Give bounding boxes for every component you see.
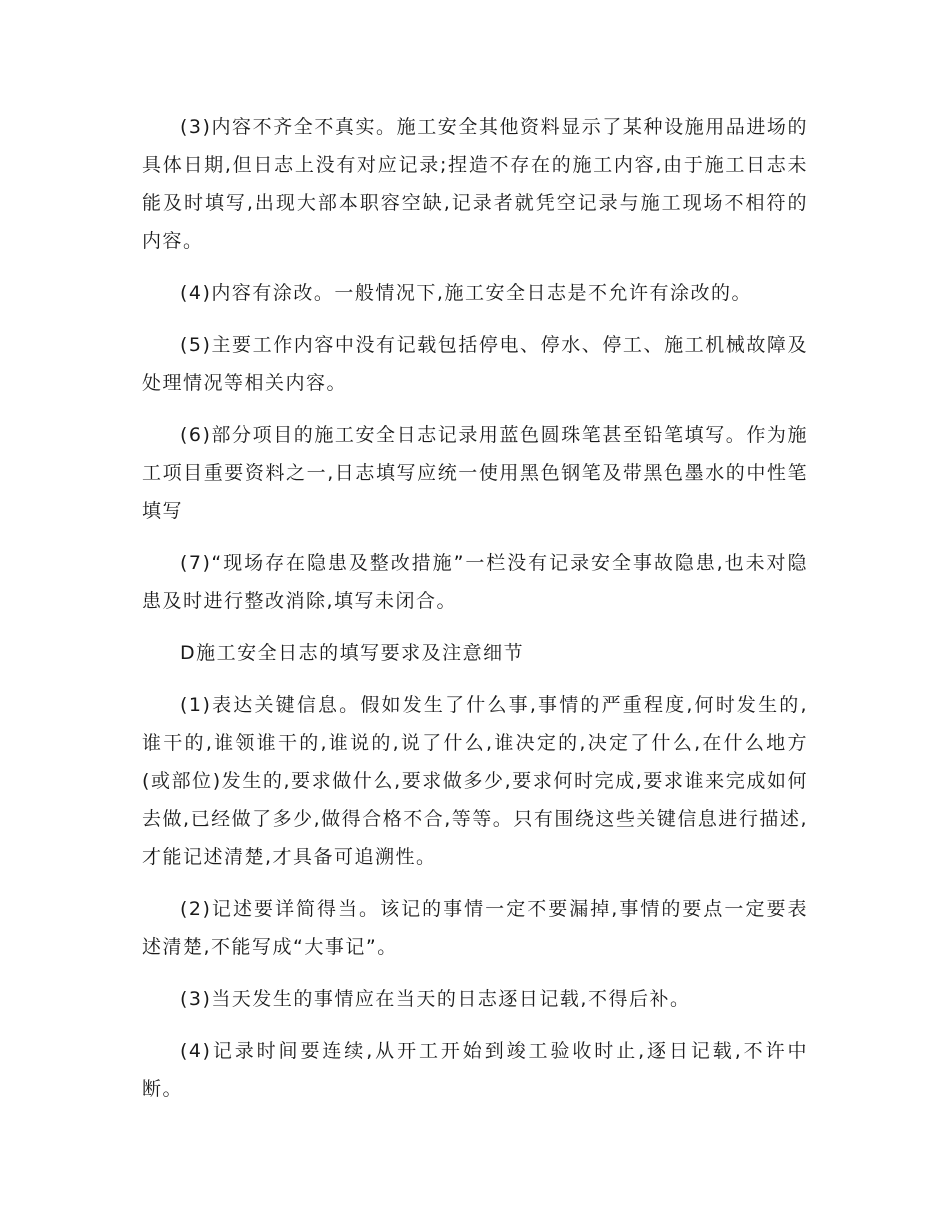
document-body	[142, 108, 808, 1122]
paragraph-content-incomplete: (3)内容不齐全不真实。施工安全其他资料显示了某种设施用品进场的具体日期,但日志上没有对应记录;捏造不存在的施工内容,由于施工日志未能及时填写,出现大部本职容空缺,记录者就凭空记录与施工现场不相符的内容。	[142, 116, 808, 252]
paragraph-same-day-record: (3)当天发生的事情应在当天的日志逐日记载,不得后补。	[180, 988, 691, 1010]
paragraph-key-information: (1)表达关键信息。假如发生了什么事,事情的严重程度,何时发生的,谁干的,谁领谁干的,谁说的,说了什么,谁决定的,决定了什么,在什么地方(或部位)发生的,要求做什么,要求做多少,要求何时完成,要求谁来完成如何去做,已经做了多少,做得合格不合,等等。只有围绕这些关键信息进行描述,才能记述清楚,才具备可追溯性。	[142, 694, 808, 868]
paragraph-hazard-rectification: (7)“现场存在隐患及整改措施”一栏没有记录安全事故隐患,也未对隐患及时进行整改消除,填写未闭合。	[142, 552, 808, 612]
paragraph-missing-records: (5)主要工作内容中没有记载包括停电、停水、停工、施工机械故障及处理情况等相关内容。	[142, 334, 808, 394]
paragraph-detail-level: (2)记述要详简得当。该记的事情一定不要漏掉,事情的要点一定要表述清楚,不能写成“大事记”。	[142, 898, 808, 958]
paragraph-continuous-record: (4)记录时间要连续,从开工开始到竣工验收时止,逐日记载,不许中断。	[142, 1040, 808, 1100]
paragraph-pen-color: (6)部分项目的施工安全日志记录用蓝色圆珠笔甚至铅笔填写。作为施工项目重要资料之一,日志填写应统一使用黑色钢笔及带黑色墨水的中性笔填写	[142, 424, 808, 522]
paragraph-alterations: (4)内容有涂改。一般情况下,施工安全日志是不允许有涂改的。	[180, 282, 752, 304]
section-heading-filling-requirements: D施工安全日志的填写要求及注意细节	[180, 642, 525, 664]
